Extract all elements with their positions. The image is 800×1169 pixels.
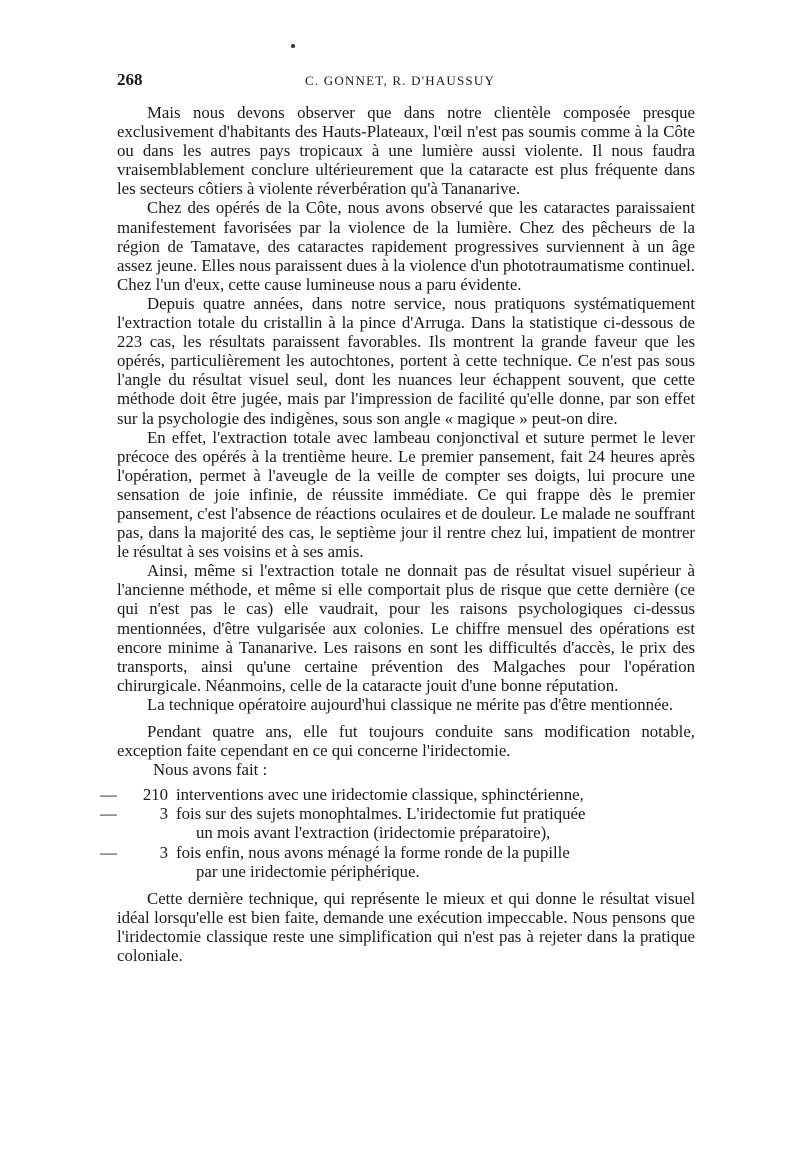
paragraph: Depuis quatre années, dans notre service, nous pratiquons systématiquement l'extraction totale du cristallin à la pince d'Arruga. Dans la statistique ci-dessous de 223 cas, les résultats paraissent favorables. Ils montrent la grande faveur que les opérés, particulièrement les autochtones, portent à cette technique. Ce n'est pas sous l'angle du résultat visuel seul, dont les nuances leur échappent souvent, que cette méthode doit être jugée, mais par l'impression de facilité qu'elle donne, par son effet sur la psychologie des indigènes, sous son angle « magique » peut-on dire. (117, 293, 695, 428)
list-item (100, 804, 695, 842)
list-text: fois sur des sujets monophtalmes. L'iridectomie fut pratiquée (176, 804, 586, 824)
list-text: fois enfin, nous avons ménagé la forme ronde de la pupille (176, 842, 570, 862)
paragraph: Pendant quatre ans, elle fut toujours conduite sans modification notable, exception faite cependant en ce qui concerne l'iridectomie. (117, 722, 695, 761)
intervention-list (100, 785, 695, 881)
paragraph: Mais nous devons observer que dans notre clientèle composée presque exclusivement d'habitants des Hauts-Plateaux, l'œil n'est pas soumis comme à la Côte ou dans les autres pays tropicaux à une lumière aussi violente. Il nous faudra vraisemblablement conclure ultérieurement que la cataracte est plus fréquente dans les secteurs côtiers à violente réverbération qu'à Tananarive. (117, 103, 695, 199)
list-intro: Nous avons fait : (153, 760, 268, 780)
paragraph: Ainsi, même si l'extraction totale ne donnait pas de résultat visuel supérieur à l'ancienne méthode, et même si elle comportait plus de risque que cette dernière (ce qui n'est pas le cas) elle vaudrait, pour les raisons psychologiques ci-dessus mentionnées, d'être vulgarisée aux colonies. Le chiffre mensuel des opérations est encore minime à Tananarive. Les raisons en sont les difficultés d'accès, le prix des transports, ainsi qu'une certaine prévention des Malgaches pour l'opération chirurgicale. Néanmoins, celle de la cataracte jouit d'une bonne réputation. (117, 561, 695, 695)
paragraph: En effet, l'extraction totale avec lambeau conjonctival et suture permet le lever précoce des opérés à la trentième heure. Le premier pansement, fait 24 heures après l'opération, permet à l'aveugle de la veille de compter ses doigts, lui procure une sensation de joie infinie, de réussite immédiate. Ce qui frappe dès le premier pansement, c'est l'absence de réactions oculaires et de douleur. Le malade ne souffrant pas, dans la majorité des cas, le septième jour il rentre chez lui, impatient de montrer le résultat à ses voisins et à ses amis. (117, 427, 695, 562)
paragraph: Chez des opérés de la Côte, nous avons observé que les cataractes paraissaient manifestement favorisées par la violence de la lumière. Chez des pêcheurs de la région de Tamatave, des cataractes rapidement progressives surviennent à un âge assez jeune. Elles nous paraissent dues à la violence d'un phototraumatisme continuel. Chez l'un d'eux, cette cause lumineuse nous a paru évidente. (117, 198, 695, 294)
article-body (100, 103, 695, 966)
list-number: 3 (159, 804, 168, 824)
page-header (117, 70, 695, 92)
list-item (100, 843, 695, 881)
page-number: 268 (117, 70, 143, 89)
list-text-continuation: par une iridectomie périphérique. (196, 861, 420, 881)
printer-dot-mark (291, 44, 295, 48)
list-number: 210 (142, 785, 168, 805)
list-dash: — (100, 785, 117, 805)
list-dash: — (100, 804, 117, 824)
closing-paragraph: Cette dernière technique, qui représente le mieux et qui donne le résultat visuel idéal lorsqu'elle est bien faite, demande une exécution impeccable. Nous pensons que l'iridectomie classique reste une simplification qui n'est pas à rejeter dans la pratique coloniale. (117, 888, 695, 966)
list-text-continuation: un mois avant l'extraction (iridectomie préparatoire), (196, 823, 551, 843)
list-number: 3 (159, 842, 168, 862)
list-text: interventions avec une iridectomie classique, sphinctérienne, (176, 785, 584, 805)
running-title: C. GONNET, R. D'HAUSSUY (305, 73, 496, 88)
paragraph: La technique opératoire aujourd'hui classique ne mérite pas d'être mentionnée. (147, 694, 674, 714)
list-item (100, 785, 695, 804)
list-dash: — (100, 842, 117, 862)
